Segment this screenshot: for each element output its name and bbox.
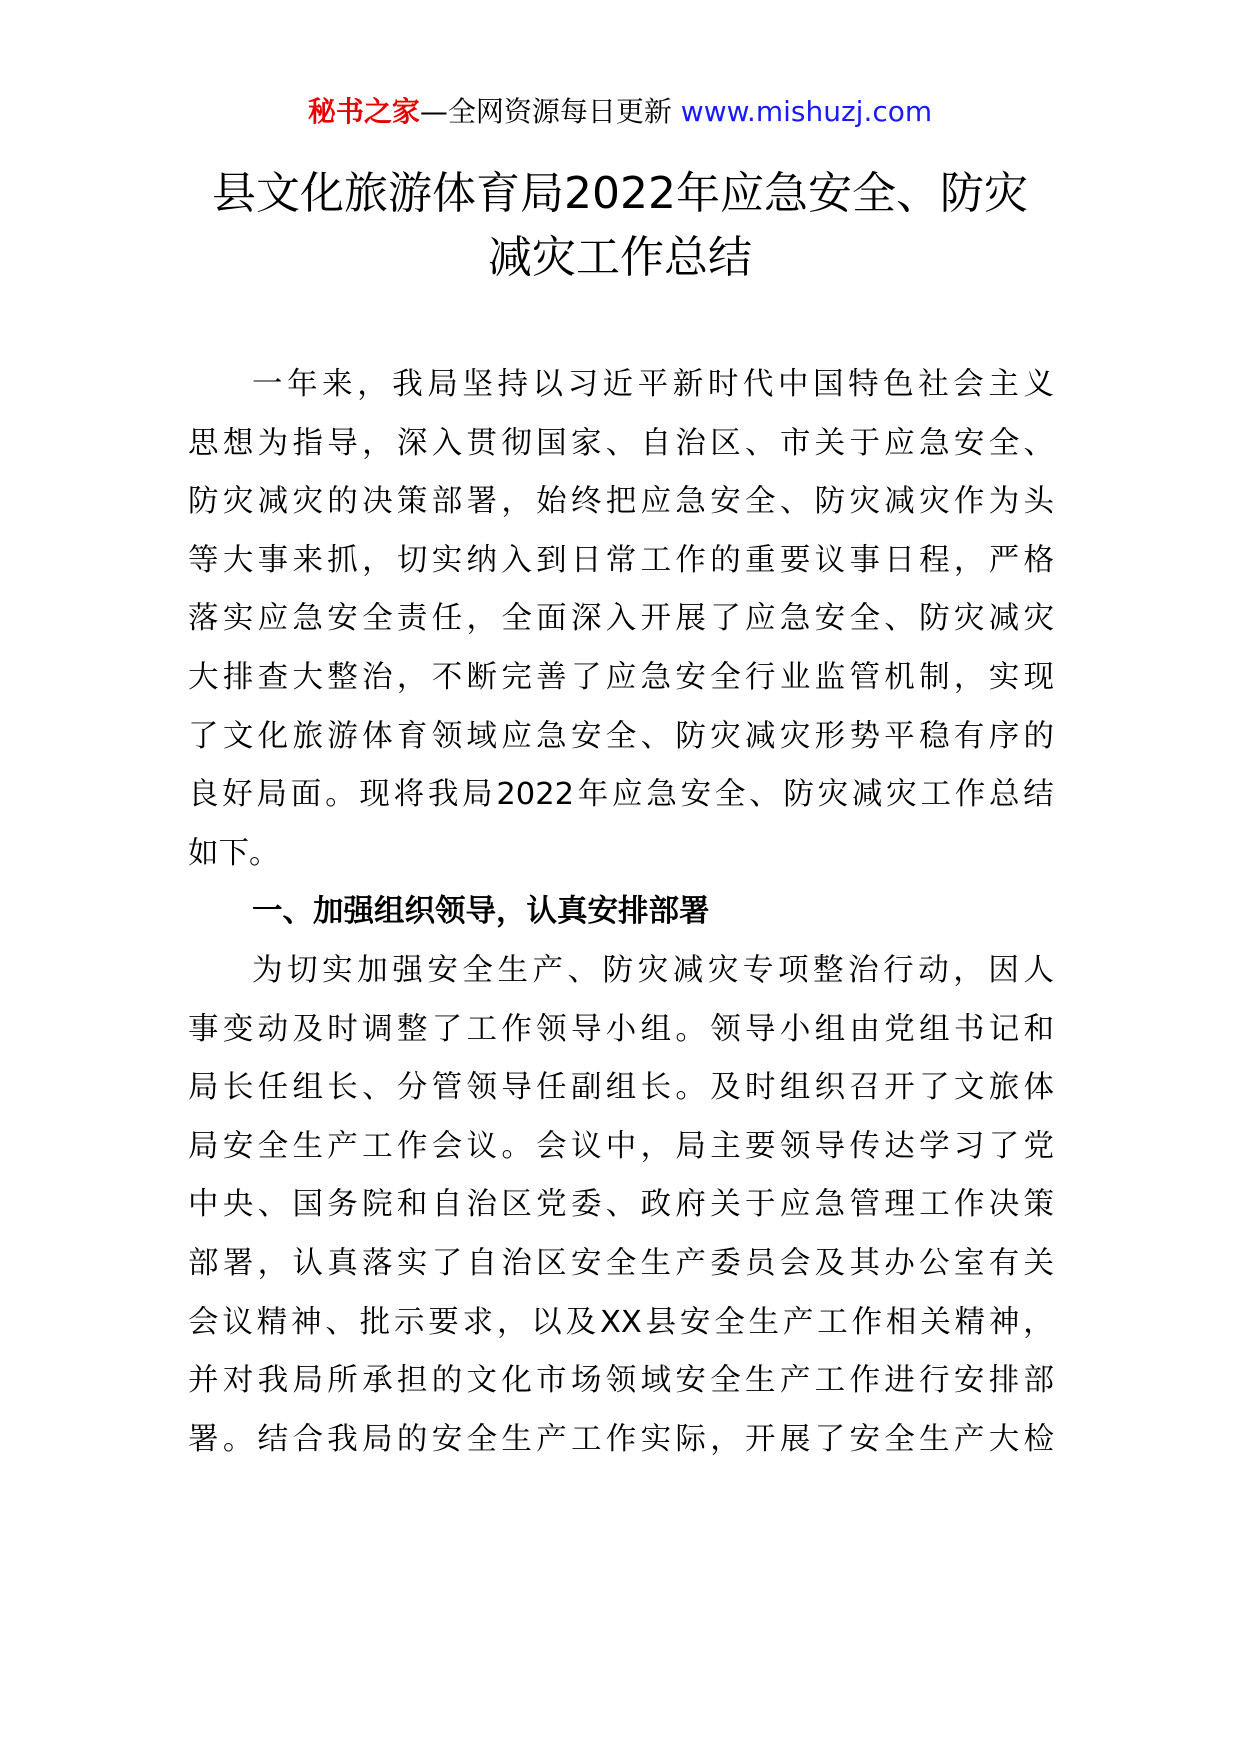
body-line: 一 年 来 ， 我 局 坚 持 以 习 近 平 新 时 代 中 国 特 色 社 会 主 义	[252, 367, 1054, 402]
body-line: 局 长 任 组 长 、 分 管 领 导 任 副 组 长 。 及 时 组 织 召 开 了 文 旅 体	[188, 1070, 1054, 1106]
body-line: 防 灾 减 灾 的 决 策 部 署 ， 始 终 把 应 急 安 全 、 防 灾 减 灾 作 为 头	[188, 484, 1054, 520]
body-line: 部 署 ， 认 真 落 实 了 自 治 区 安 全 生 产 委 员 会 及 其 办 公 室 有 关	[188, 1245, 1054, 1281]
brand-url: www.mishuzj.com	[680, 95, 933, 128]
body-line: 落 实 应 急 安 全 责 任 ， 全 面 深 入 开 展 了 应 急 安 全 、 防 灾 减 灾	[188, 601, 1054, 637]
body-line: 为 切 实 加 强 安 全 生 产 、 防 灾 减 灾 专 项 整 治 行 动 ， 因 人	[252, 952, 1054, 988]
body-line: 事 变 动 及 时 调 整 了 工 作 领 导 小 组 。 领 导 小 组 由 党 组 书 记 和	[188, 1011, 1054, 1047]
body-line: 等 大 事 来 抓 ， 切 实 纳 入 到 日 常 工 作 的 重 要 议 事 日 程 ， 严 格	[188, 542, 1054, 578]
body-line: 良 好 局 面 。 现 将 我 局 2022 年 应 急 安 全 、 防 灾 减 灾 工 作 总 结	[188, 777, 1054, 813]
body-line: 并 对 我 局 所 承 担 的 文 化 市 场 领 域 安 全 生 产 工 作 进 行 安 排 部	[188, 1363, 1054, 1399]
document-title	[150, 162, 1090, 290]
brand-tagline: —全网资源每日更新	[419, 95, 672, 128]
body-line: 如下。	[188, 835, 280, 871]
document-body	[188, 356, 1054, 1469]
title-line-2: 减灾工作总结	[488, 232, 752, 283]
body-line: 署 。 结 合 我 局 的 安 全 生 产 工 作 实 际 ， 开 展 了 安 全 生 产 大 检	[188, 1421, 1054, 1457]
body-line: 局 安 全 生 产 工 作 会 议 。 会 议 中 ， 局 主 要 领 导 传 达 学 习 了 党	[188, 1128, 1054, 1164]
body-line: 会 议 精 神 、 批 示 要 求 ， 以 及 XX 县 安 全 生 产 工 作 相 关 精 神 ，	[188, 1304, 1054, 1340]
body-line: 了 文 化 旅 游 体 育 领 域 应 急 安 全 、 防 灾 减 灾 形 势 平 稳 有 序 的	[188, 718, 1054, 754]
watermark-header	[0, 92, 1240, 132]
body-line: 中 央 、 国 务 院 和 自 治 区 党 委 、 政 府 关 于 应 急 管 理 工 作 决 策	[188, 1187, 1054, 1223]
body-line: 思 想 为 指 导 ， 深 入 贯 彻 国 家 、 自 治 区 、 市 关 于 应 急 安 全 、	[188, 425, 1054, 461]
section-heading: 一、加强组织领导，认真安排部署	[252, 894, 710, 930]
brand-name: 秘书之家	[307, 95, 420, 128]
body-line: 大 排 查 大 整 治 ， 不 断 完 善 了 应 急 安 全 行 业 监 管 机 制 ， 实 现	[188, 659, 1054, 695]
title-line-1: 县文化旅游体育局2022年应急安全、防灾	[212, 168, 1028, 219]
